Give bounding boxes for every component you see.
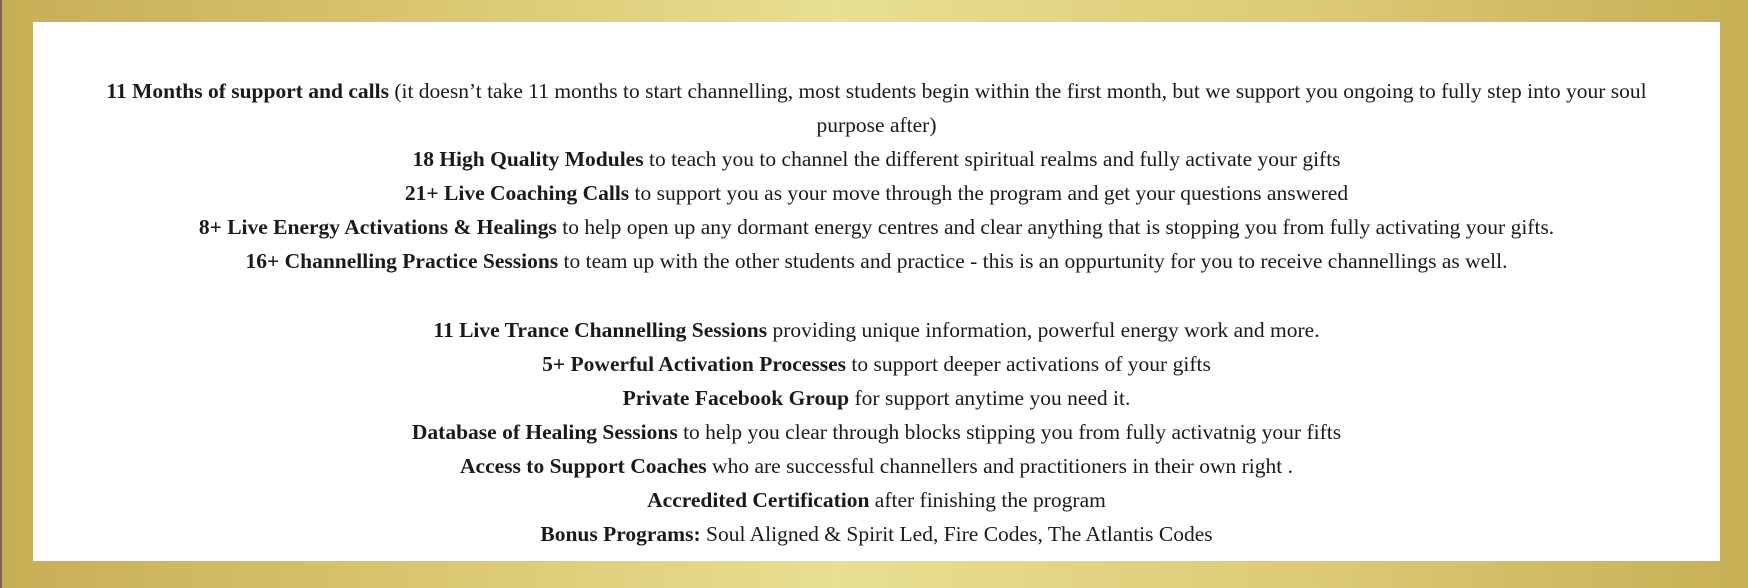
feature-description: to support you as your move through the program and get your questions answered	[629, 181, 1349, 205]
feature-activation-processes	[33, 347, 1720, 381]
feature-description: to support deeper activations of your gifts	[846, 352, 1211, 376]
left-edge-stripe	[0, 0, 2, 588]
feature-coaching-calls	[33, 176, 1720, 210]
feature-description: providing unique information, powerful energy work and more.	[767, 318, 1320, 342]
feature-support-coaches	[33, 449, 1720, 483]
feature-bonus-programs	[33, 517, 1720, 551]
feature-title: 5+ Powerful Activation Processes	[542, 352, 846, 376]
feature-title: Access to Support Coaches	[460, 454, 707, 478]
feature-title: Bonus Programs:	[540, 522, 701, 546]
feature-title: Accredited Certification	[647, 488, 870, 512]
feature-title: Database of Healing Sessions	[411, 420, 678, 444]
feature-description: Soul Aligned & Spirit Led, Fire Codes, The Atlantis Codes	[700, 522, 1213, 546]
feature-modules	[33, 142, 1720, 176]
feature-title: 18 High Quality Modules	[412, 147, 644, 171]
feature-title: Private Facebook Group	[622, 386, 850, 410]
feature-support-calls	[82, 74, 1672, 142]
feature-title: 21+ Live Coaching Calls	[404, 181, 630, 205]
feature-description: for support anytime you need it.	[849, 386, 1131, 410]
feature-facebook-group	[33, 381, 1720, 415]
feature-description: to team up with the other students and practice - this is an oppurtunity for you to receive channellings as well.	[558, 249, 1508, 273]
section-spacer	[33, 278, 1720, 313]
feature-title: 8+ Live Energy Activations & Healings	[198, 215, 557, 239]
feature-title: 11 Months of support and calls	[106, 79, 389, 103]
feature-energy-activations	[33, 210, 1720, 244]
feature-practice-sessions	[33, 244, 1720, 278]
feature-description: to help open up any dormant energy centres and clear anything that is stopping you from fully activating your gifts.	[556, 215, 1555, 239]
feature-healing-database	[33, 415, 1720, 449]
feature-description: after finishing the program	[869, 488, 1106, 512]
content-panel	[33, 22, 1720, 561]
feature-description: to teach you to channel the different spiritual realms and fully activate your gifts	[643, 147, 1341, 171]
feature-description: who are successful channellers and practitioners in their own right .	[706, 454, 1293, 478]
feature-title: 11 Live Trance Channelling Sessions	[433, 318, 768, 342]
program-features-list	[33, 74, 1720, 551]
feature-trance-sessions	[33, 313, 1720, 347]
feature-description: (it doesn’t take 11 months to start channelling, most students begin within the first month, but we support you ongoing to fully step into your soul purpose after)	[388, 79, 1647, 137]
feature-title: 16+ Channelling Practice Sessions	[245, 249, 559, 273]
feature-certification	[33, 483, 1720, 517]
feature-description: to help you clear through blocks stipping you from fully activatnig your fifts	[677, 420, 1342, 444]
